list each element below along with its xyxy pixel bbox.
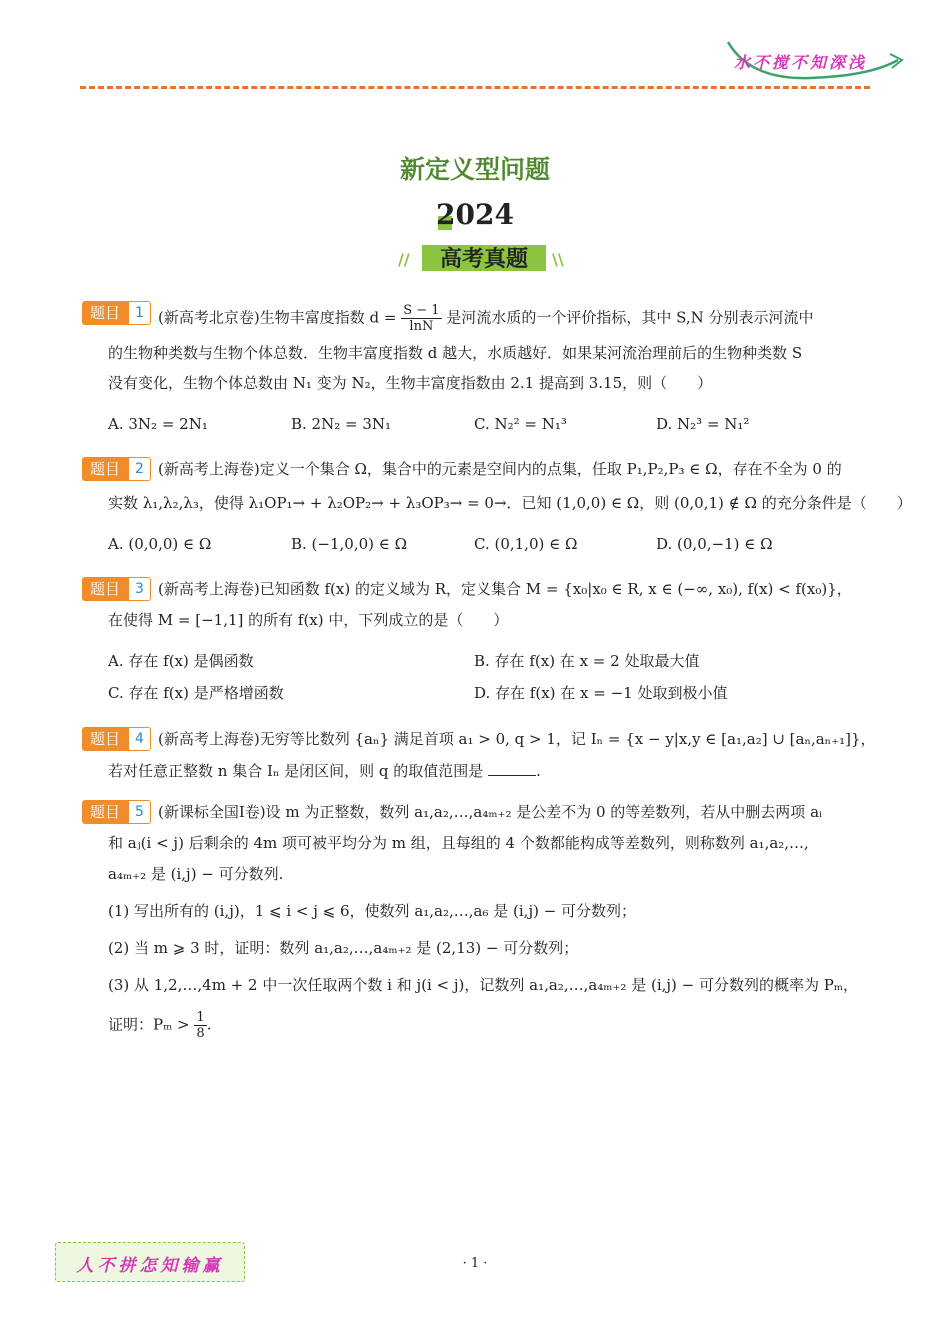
question-line: 若对任意正整数 n 集合 Iₙ 是闭区间，则 q 的取值范围是 (108, 762, 484, 780)
answer-blank[interactable] (488, 775, 536, 776)
question-label: 题目 (82, 457, 128, 481)
option-d: D. N₂³ = N₁² (656, 415, 750, 433)
sub-question: (3) 从 1,2,…,4m + 2 中一次任取两个数 i 和 j(i < j)，记数列 a₁,a₂,…,a₄ₘ₊₂ 是 (i,j) − 可分数列的概率为 Pₘ， (108, 976, 859, 994)
question-label: 题目 (82, 301, 128, 325)
option-d: D. 存在 f(x) 在 x = −1 处取到极小值 (474, 684, 728, 702)
question-number: 3 (128, 577, 151, 601)
question-number: 1 (128, 301, 151, 325)
punctuation: . (206, 1015, 212, 1034)
question-line: a₄ₘ₊₂ 是 (i,j) − 可分数列. (108, 865, 284, 883)
question-line: (新课标全国Ⅰ卷)设 m 为正整数，数列 a₁,a₂,…,a₄ₘ₊₂ 是公差不为 0 的等差数列，若从中删去两项 aᵢ (158, 803, 823, 821)
question-label: 题目 (82, 800, 128, 824)
option-c: C. (0,1,0) ∈ Ω (474, 535, 578, 553)
fraction (194, 1010, 206, 1041)
option-a: A. (0,0,0) ∈ Ω (108, 535, 212, 553)
question-tag (82, 577, 151, 601)
option-b: B. 存在 f(x) 在 x = 2 处取最大值 (474, 652, 700, 670)
fraction-numerator: 1 (196, 1010, 205, 1025)
option-b: B. 2N₂ = 3N₁ (291, 415, 392, 433)
year-label: 2024 (436, 198, 514, 231)
question-line: 实数 λ₁,λ₂,λ₃，使得 λ₁OP₁→ + λ₂OP₂→ + λ₃OP₃→ = 0→．已知 (1,0,0) ∈ Ω，则 (0,0,1) ∉ Ω 的充分条件是（ ） (108, 494, 912, 512)
question-label: 题目 (82, 727, 128, 751)
option-b: B. (−1,0,0) ∈ Ω (291, 535, 408, 553)
question-line: (新高考上海卷)无穷等比数列 {aₙ} 满足首项 a₁ > 0, q > 1，记 Iₙ = {x − y|x,y ∈ [a₁,a₂] ∪ [aₙ,aₙ₊₁]}， (158, 730, 876, 748)
question-tag (82, 800, 151, 824)
question-line: (新高考北京卷)生物丰富度指数 d = (158, 308, 397, 327)
fraction-denominator: 8 (196, 1026, 205, 1041)
question-line: 的生物种类数与生物个体总数．生物丰富度指数 d 越大，水质越好．如果某河流治理前后的生物种类数 S (108, 344, 803, 362)
option-c: C. 存在 f(x) 是严格增函数 (108, 684, 284, 702)
question-number: 2 (128, 457, 151, 481)
question-number: 4 (128, 727, 151, 751)
question-line: 证明：Pₘ > (108, 1015, 190, 1034)
question-tag (82, 727, 151, 751)
fraction-numerator: S − 1 (403, 303, 440, 318)
question-line: (新高考上海卷)定义一个集合 Ω，集合中的元素是空间内的点集，任取 P₁,P₂,P₃ ∈ Ω，存在不全为 0 的 (158, 460, 842, 478)
question-label: 题目 (82, 577, 128, 601)
option-a: A. 3N₂ = 2N₁ (108, 415, 208, 433)
section-title: 高考真题 (439, 247, 528, 272)
fraction (401, 303, 441, 334)
question-tag (82, 457, 151, 481)
question-line: 没有变化，生物个体总数由 N₁ 变为 N₂，生物丰富度指数由 2.1 提高到 3.15，则（ ） (108, 374, 713, 392)
page-number: · 1 · (462, 1256, 488, 1271)
logo-text: 水不搅不知深浅 (734, 53, 868, 72)
option-d: D. (0,0,−1) ∈ Ω (656, 535, 773, 553)
sub-question: (2) 当 m ⩾ 3 时，证明：数列 a₁,a₂,…,a₄ₘ₊₂ 是 (2,13) − 可分数列； (108, 939, 579, 957)
page-title: 新定义型问题 (399, 155, 550, 184)
question-tag (82, 301, 151, 325)
question-line: 和 aⱼ(i < j) 后剩余的 4m 项可被平均分为 m 组，且每组的 4 个数都能构成等差数列，则称数列 a₁,a₂,…, (108, 834, 809, 852)
fraction-denominator: lnN (409, 319, 434, 334)
header-logo (720, 40, 910, 84)
banner-slash-icon: \\ (552, 250, 564, 269)
question-text (158, 303, 814, 334)
banner-slash-icon: // (398, 250, 410, 269)
header-divider (80, 86, 870, 89)
punctuation: . (536, 762, 541, 780)
question-line: 是河流水质的一个评价指标，其中 S,N 分别表示河流中 (446, 308, 814, 327)
question-text (108, 761, 541, 781)
option-a: A. 存在 f(x) 是偶函数 (108, 652, 254, 670)
sub-question: (1) 写出所有的 (i,j)，1 ⩽ i < j ⩽ 6，使数列 a₁,a₂,…,a₆ 是 (i,j) − 可分数列； (108, 902, 637, 920)
option-c: C. N₂² = N₁³ (474, 415, 567, 433)
question-line: (新高考上海卷)已知函数 f(x) 的定义域为 R，定义集合 M = {x₀|x₀ ∈ R, x ∈ (−∞, x₀), f(x) < f(x₀)}， (158, 580, 852, 598)
question-line: 在使得 M = [−1,1] 的所有 f(x) 中，下列成立的是（ ） (108, 611, 509, 629)
footer-motto: 人不拼怎知输赢 (76, 1256, 224, 1276)
question-number: 5 (128, 800, 151, 824)
sub-question (108, 1010, 211, 1041)
